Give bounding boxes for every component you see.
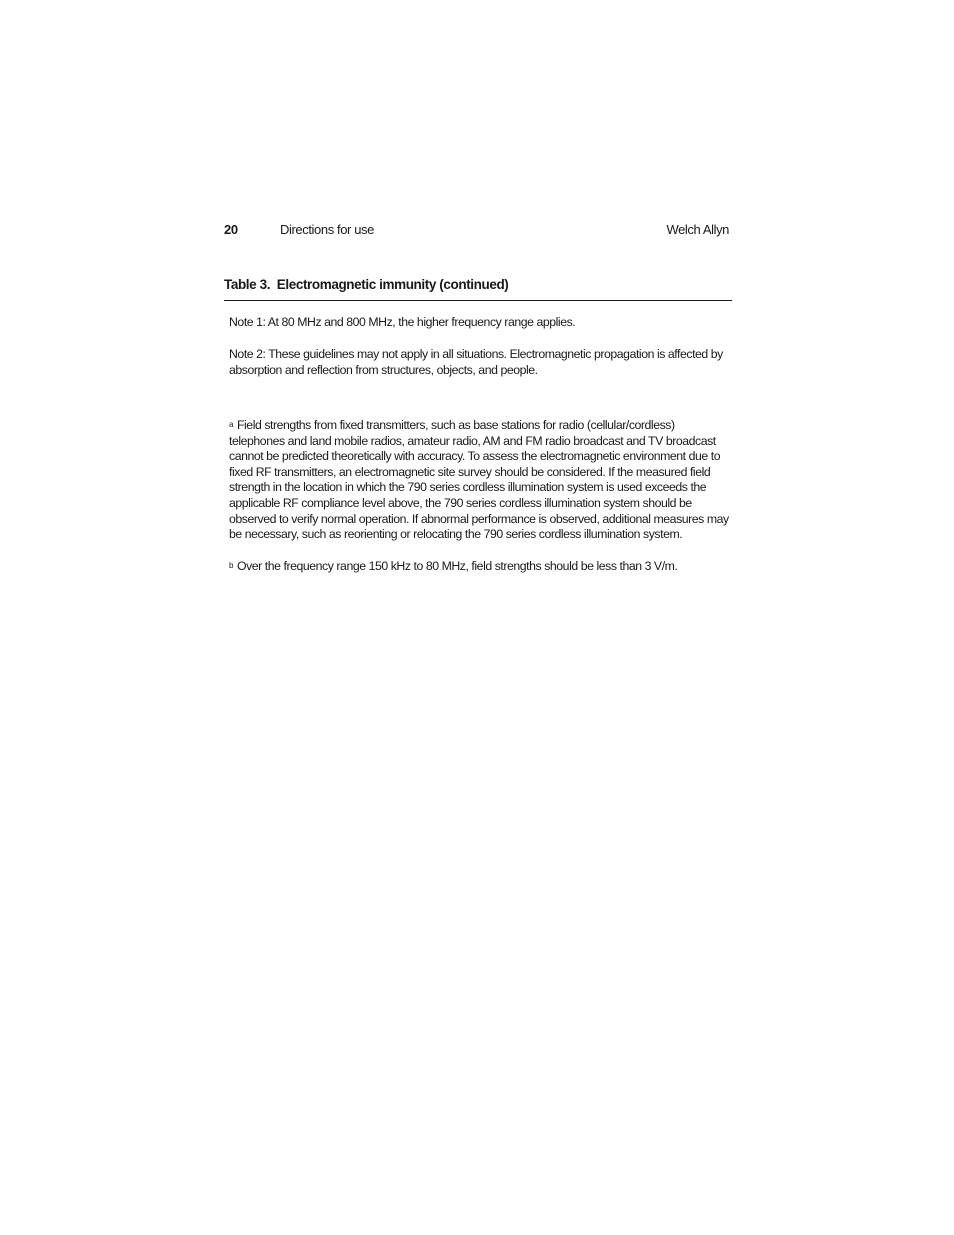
footnote-a — [229, 418, 729, 543]
table-caption: Table 3. Electromagnetic immunity (continued) — [224, 277, 509, 292]
page-number: 20 — [224, 222, 238, 237]
company-name: Welch Allyn — [666, 222, 729, 237]
note-2: Note 2: These guidelines may not apply in all situations. Electromagnetic propagation is affected by absorption and reflection from structures, objects, and people. — [229, 347, 723, 377]
document-title: Directions for use — [280, 222, 374, 237]
note-1: Note 1: At 80 MHz and 800 MHz, the higher frequency range applies. — [229, 315, 576, 329]
footnote-text: Over the frequency range 150 kHz to 80 MHz, field strengths should be less than 3 V/m. — [236, 559, 678, 573]
caption-divider — [224, 300, 732, 301]
footnote-marker: a — [229, 420, 233, 429]
footnote-marker: b — [229, 561, 233, 570]
footnote-text: Field strengths from fixed transmitters, such as base stations for radio (cellular/cordless) telephones and land mobile radios, amateur radio, AM and FM radio broadcast and TV broadcast cannot be predicted theoretically with accuracy. To assess the electromagnetic environment due to fixed RF transmitters, an electromagnetic site survey should be considered. If the measured field strength in the location in which the 790 series cordless illumination system is used exceeds the applicable RF compliance level above, the 790 series cordless illumination system should be observed to verify normal operation. If abnormal performance is observed, additional measures may be necessary, such as reorienting or relocating the 790 series cordless illumination system. — [229, 418, 729, 542]
footnote-b — [229, 559, 729, 575]
